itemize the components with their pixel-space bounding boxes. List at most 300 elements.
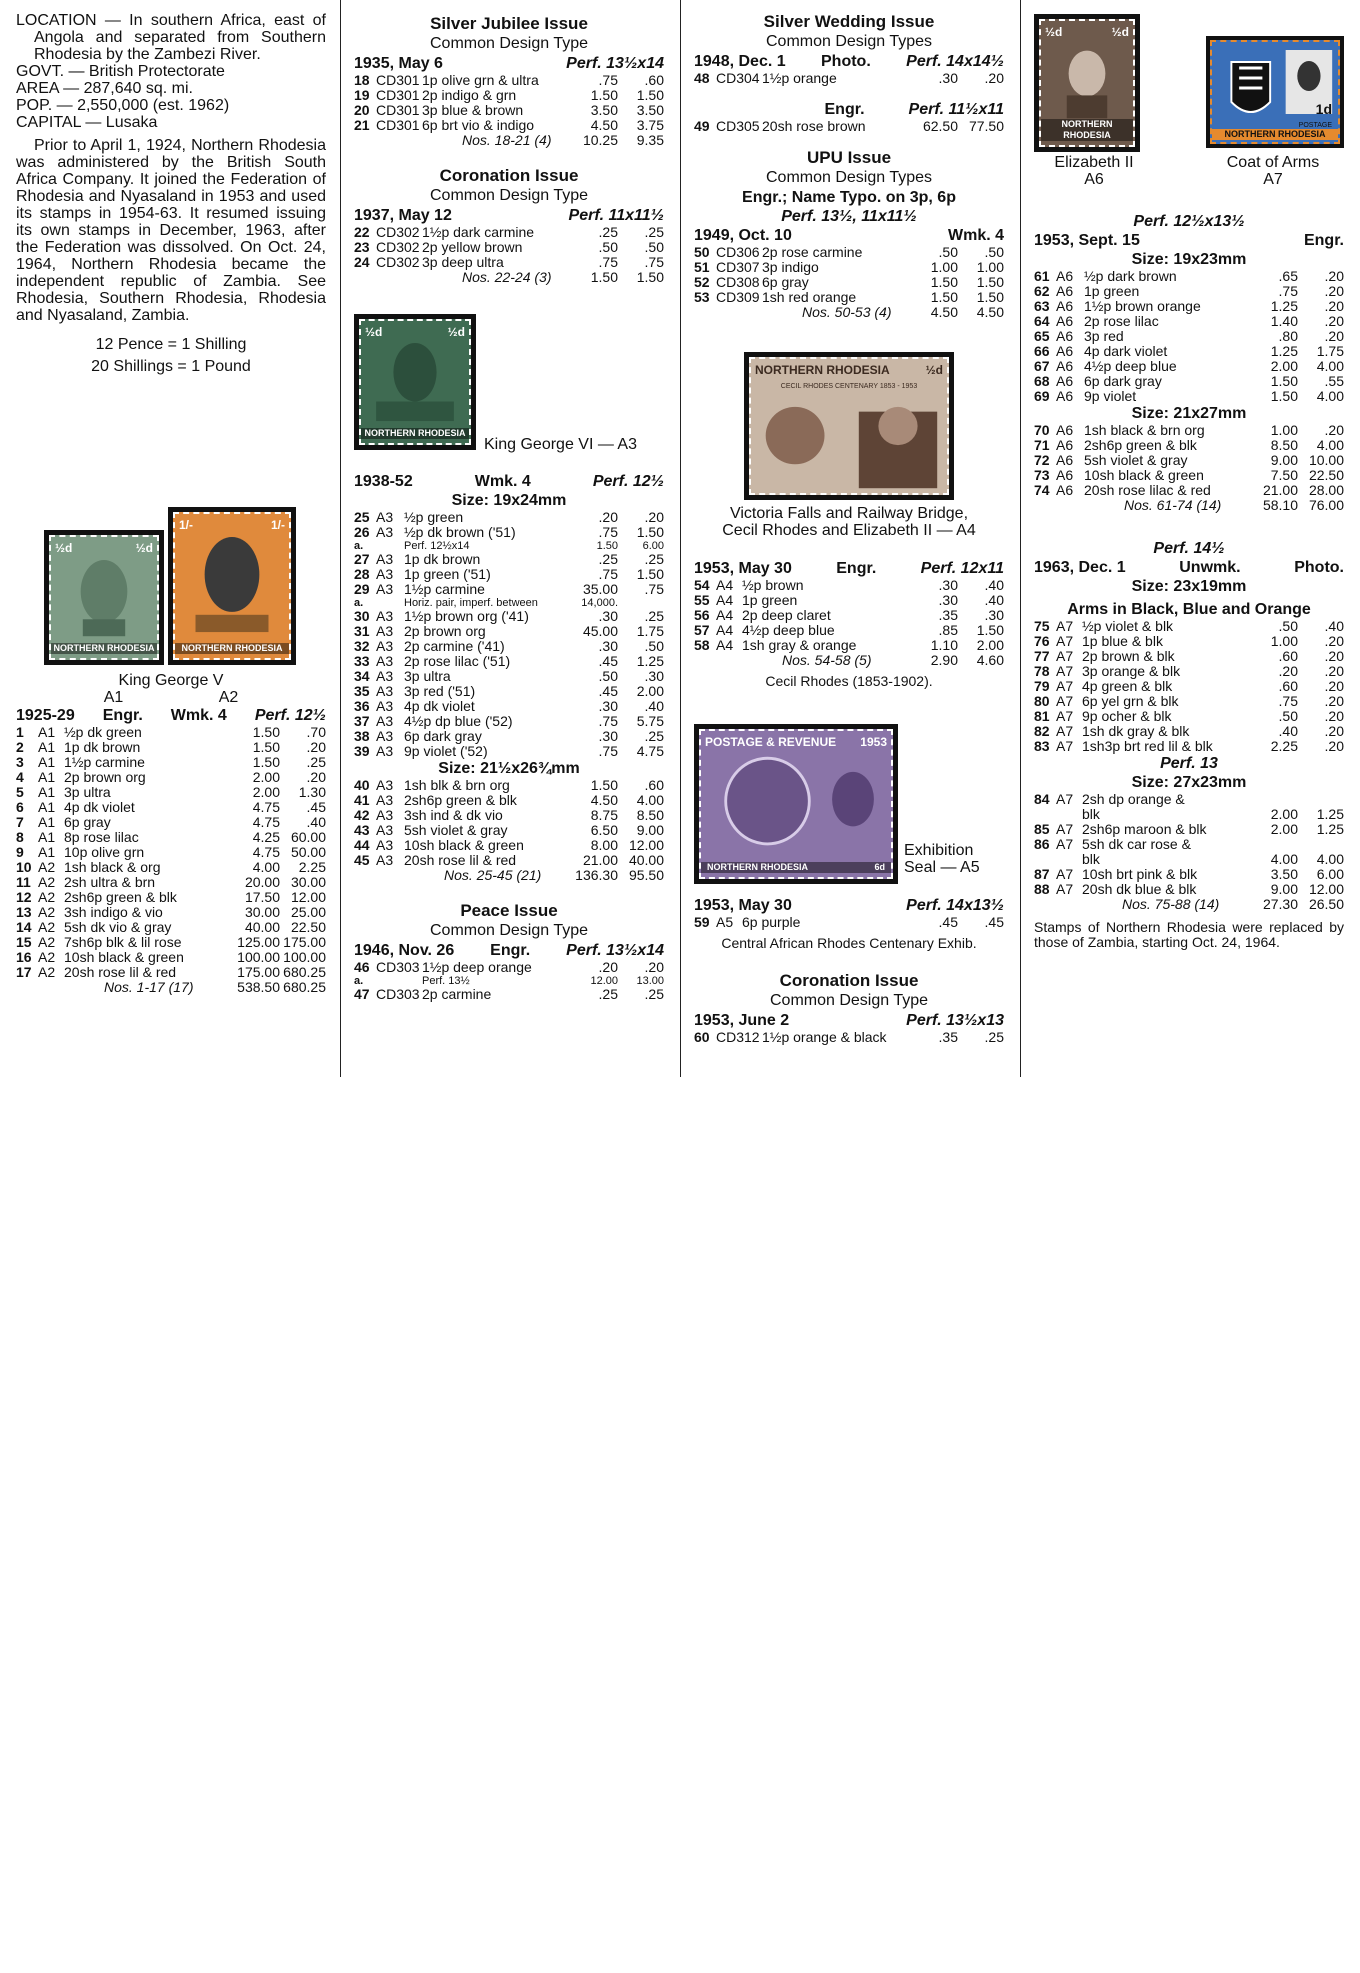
- used-value: 25.00: [290, 904, 326, 920]
- used-value: .30: [984, 607, 1004, 623]
- table-row: [16, 830, 326, 845]
- design-type: A6: [1056, 298, 1074, 314]
- mint-value: .75: [1278, 693, 1298, 709]
- mint-value: .75: [598, 254, 618, 270]
- stamp-description: 6p purple: [742, 914, 801, 930]
- design-type: [1056, 852, 1082, 867]
- design-type: A6: [1056, 268, 1074, 284]
- issue-subtitle: Common Design Type: [430, 187, 588, 204]
- table-row: [1034, 724, 1344, 739]
- catalog-number: 49: [694, 118, 710, 134]
- mint-value: .35: [938, 1029, 958, 1045]
- catalog-number: 54: [694, 577, 710, 593]
- stamp-description: 10sh black & green: [64, 949, 184, 965]
- mint-value: 1.50: [1270, 373, 1298, 389]
- column-2-lower: [354, 472, 664, 1549]
- size-heading: Size: 19x23mm: [1131, 251, 1247, 268]
- used-value: .20: [1324, 708, 1344, 724]
- stamp-description: blk: [1082, 851, 1100, 867]
- used-value: 2.00: [976, 637, 1004, 653]
- design-type: A1: [38, 784, 56, 800]
- used-value: .20: [1324, 328, 1344, 344]
- design-type: A1: [38, 814, 56, 830]
- design-type: A6: [1056, 373, 1074, 389]
- stamp-table: [694, 578, 1004, 668]
- issue-method: Engr.: [1303, 232, 1344, 249]
- design-type: A5: [716, 914, 734, 930]
- issue-date: 1946, Nov. 26: [354, 942, 455, 959]
- stamp-image-a2: [168, 507, 296, 665]
- mint-value: .30: [938, 592, 958, 608]
- design-type: A7: [1056, 738, 1074, 754]
- size-heading: Size: 19x24mm: [451, 492, 567, 509]
- used-value: .20: [1324, 633, 1344, 649]
- used-value: .40: [1324, 618, 1344, 634]
- spacer: [354, 133, 422, 148]
- catalog-number: 1: [16, 724, 24, 740]
- catalog-number: 29: [354, 581, 370, 597]
- stamp-description: 20sh dk blue & blk: [1082, 881, 1197, 897]
- table-row: [354, 567, 664, 582]
- stamp-description: 6p gray: [64, 814, 111, 830]
- issue-perf: Perf. 14x14½: [906, 53, 1004, 70]
- mint-value: .30: [598, 728, 618, 744]
- catalog-number: 44: [354, 837, 370, 853]
- stamp-subtitle: CECIL RHODES CENTENARY 1853 - 1953: [780, 383, 918, 390]
- used-value: 4.00: [1316, 388, 1344, 404]
- issue-header: [694, 226, 1004, 245]
- design-type: A7: [1056, 663, 1074, 679]
- stamp-description: 5sh dk vio & gray: [64, 919, 172, 935]
- stamp-description: 1sh dk gray & blk: [1082, 723, 1190, 739]
- issue-perf-line: Perf. 13½, 11x11½: [781, 208, 917, 225]
- mint-value: .45: [598, 653, 618, 669]
- issue-method: Engr.: [102, 707, 143, 724]
- catalog-number: 83: [1034, 738, 1050, 754]
- catalog-number: 78: [1034, 663, 1050, 679]
- table-row: [1034, 822, 1344, 837]
- design-type: A3: [376, 713, 394, 729]
- design-type: A4: [716, 622, 734, 638]
- catalog-number: 30: [354, 608, 370, 624]
- stamp-description: 20sh rose brown: [762, 118, 866, 134]
- catalog-number: 68: [1034, 373, 1050, 389]
- design-type: A3: [376, 807, 394, 823]
- stamp-description: 1p olive grn & ultra: [422, 72, 539, 88]
- design-type: A3: [376, 551, 394, 567]
- catalog-number: 84: [1034, 791, 1050, 807]
- issue-method: Photo.: [821, 53, 871, 70]
- used-value: 1.25: [636, 653, 664, 669]
- used-value: 1.50: [636, 566, 664, 582]
- mint-value: .75: [598, 566, 618, 582]
- column-1-lower: [16, 672, 326, 1749]
- stamp-denomination: ½d: [55, 541, 73, 555]
- used-value: .20: [644, 959, 664, 975]
- used-value: 100.00: [283, 949, 326, 965]
- stamp-description: 10p olive grn: [64, 844, 145, 860]
- used-value: 30.00: [290, 874, 326, 890]
- design-type: CD306: [716, 244, 760, 260]
- catalog-number: 85: [1034, 821, 1050, 837]
- table-row: [354, 582, 664, 597]
- mint-value: 21.00: [1262, 482, 1298, 498]
- total-label: Nos. 25-45 (21): [444, 867, 542, 883]
- design-type: A2: [38, 949, 56, 965]
- used-value: 28.00: [1308, 482, 1344, 498]
- used-value: 40.00: [628, 852, 664, 868]
- mint-value: .25: [598, 986, 618, 1002]
- stamp-description: 4p green & blk: [1082, 678, 1173, 694]
- stamp-description: 1½p deep orange: [422, 959, 532, 975]
- stamp-table: [1034, 792, 1344, 912]
- design-type: A6: [1056, 358, 1074, 374]
- catalog-number: 56: [694, 607, 710, 623]
- design-type: A3: [376, 792, 394, 808]
- mint-value: .75: [598, 713, 618, 729]
- design-type: A6: [1056, 313, 1074, 329]
- stamp-description: 3sh ind & dk vio: [404, 807, 503, 823]
- stamp-face: [699, 729, 893, 879]
- table-row: [16, 770, 326, 785]
- mint-value: .60: [1278, 648, 1298, 664]
- catalog-number: 9: [16, 844, 24, 860]
- mint-value: 1.25: [1270, 343, 1298, 359]
- catalog-number: 75: [1034, 618, 1050, 634]
- mint-value: 9.00: [1270, 881, 1298, 897]
- total-used: 1.50: [636, 269, 664, 285]
- table-row: [16, 845, 326, 860]
- table-row: [1034, 314, 1344, 329]
- table-row: [694, 593, 1004, 608]
- spacer: [1034, 897, 1082, 912]
- stamp-description: 1½p brown org ('41): [404, 608, 529, 624]
- used-value: 4.00: [1316, 358, 1344, 374]
- stamp-table: [354, 73, 664, 148]
- stamp-description: 6p brt vio & indigo: [422, 117, 535, 133]
- caption-a1: A1: [103, 689, 124, 706]
- table-row: [354, 823, 664, 838]
- catalog-number: 87: [1034, 866, 1050, 882]
- stamp-description: 9p ocher & blk: [1082, 708, 1172, 724]
- used-value: [1298, 837, 1344, 852]
- issue-perf: Perf. 13½x14: [566, 942, 664, 959]
- issue-title: Peace Issue: [460, 901, 558, 920]
- used-value: 1.75: [636, 623, 664, 639]
- table-row: [354, 778, 664, 793]
- design-type: CD304: [716, 70, 760, 86]
- stamp-description: 2p rose lilac ('51): [404, 653, 511, 669]
- stamp-description: 7sh6p blk & lil rose: [64, 934, 182, 950]
- issue-date: 1949, Oct. 10: [694, 227, 792, 244]
- issue-perf: Perf. 12½: [254, 707, 326, 724]
- total-mint: 136.30: [575, 867, 618, 883]
- location-text: LOCATION — In southern Africa, east of Angola and separated from Southern Rhodesia by the Zambezi River.: [16, 12, 326, 63]
- issue-subtitle: Common Design Type: [770, 992, 928, 1009]
- table-row: [694, 275, 1004, 290]
- table-row: [1034, 619, 1344, 634]
- catalog-number: 39: [354, 743, 370, 759]
- table-row: [354, 960, 664, 975]
- used-value: .20: [1324, 723, 1344, 739]
- mint-value: 3.50: [590, 102, 618, 118]
- total-row: [1034, 498, 1344, 513]
- stamp-description: 2p yellow brown: [422, 239, 523, 255]
- mint-value: .50: [598, 239, 618, 255]
- used-value: .20: [1324, 693, 1344, 709]
- mint-value: 2.25: [1270, 738, 1298, 754]
- mint-value: 2.00: [252, 784, 280, 800]
- catalog-number: 58: [694, 637, 710, 653]
- table-row: [354, 714, 664, 729]
- mint-value: .50: [598, 668, 618, 684]
- table-row: [354, 987, 664, 1002]
- stamp-description: 4½p dp blue ('52): [404, 713, 513, 729]
- used-value: 12.00: [290, 889, 326, 905]
- catalog-number: [1034, 807, 1056, 822]
- stamp-description: 3p red ('51): [404, 683, 476, 699]
- stamp-description: 10sh brt pink & blk: [1082, 866, 1198, 882]
- table-row: [354, 88, 664, 103]
- used-value: 77.50: [968, 118, 1004, 134]
- catalog-number: 42: [354, 807, 370, 823]
- used-value: 1.50: [636, 87, 664, 103]
- catalog-number: 20: [354, 102, 370, 118]
- design-type: A6: [1056, 467, 1074, 483]
- mint-value: 1.40: [1270, 313, 1298, 329]
- catalog-number: 65: [1034, 328, 1050, 344]
- stamp-denomination: 6d: [874, 862, 885, 872]
- mint-value: 1.50: [590, 87, 618, 103]
- stamp-description: 2p brown & blk: [1082, 648, 1175, 664]
- used-value: .25: [644, 551, 664, 567]
- stamp-description: 1sh gray & orange: [742, 637, 857, 653]
- stamp-description: 9p violet ('52): [404, 743, 488, 759]
- stamp-description: blk: [1082, 806, 1100, 822]
- caption-line: A7: [1263, 171, 1283, 188]
- design-type: CD301: [376, 117, 420, 133]
- design-type: CD308: [716, 274, 760, 290]
- stamp-description: ½p green: [404, 509, 464, 525]
- issue-perf: Perf. 12½x13½: [1133, 213, 1245, 230]
- mint-value: 4.00: [1270, 851, 1298, 867]
- stamp-label: NORTHERN RHODESIA: [707, 862, 809, 872]
- table-row: [1034, 739, 1344, 754]
- caption-line: Coat of Arms: [1226, 154, 1320, 171]
- mint-value: 175.00: [237, 964, 280, 980]
- catalog-number: 67: [1034, 358, 1050, 374]
- mint-value: .50: [938, 244, 958, 260]
- stamp-denomination: ½d: [365, 325, 383, 339]
- stamp-image-a3: [354, 314, 476, 450]
- currency-line: 20 Shillings = 1 Pound: [91, 358, 251, 375]
- stamp-denomination: ½d: [135, 541, 153, 555]
- column-rule: [340, 0, 341, 1077]
- mint-value: .85: [938, 622, 958, 638]
- stamp-label: NORTHERN RHODESIA: [755, 363, 890, 377]
- stamp-table: [694, 119, 1004, 134]
- mint-value: 1.50: [930, 274, 958, 290]
- design-type: A1: [38, 769, 56, 785]
- stamp-table: [354, 960, 664, 1002]
- caption-line: A6: [1084, 171, 1104, 188]
- table-row: [1034, 792, 1344, 807]
- mint-value: 4.00: [252, 859, 280, 875]
- table-row: [1034, 269, 1344, 284]
- mint-value: .50: [1278, 618, 1298, 634]
- design-type: A4: [716, 577, 734, 593]
- design-type: A1: [38, 844, 56, 860]
- stamp-denomination: ½d: [1045, 25, 1063, 39]
- stamp-description: 3p ultra: [404, 668, 451, 684]
- stamp-denomination: 1d: [1315, 101, 1332, 117]
- issue-subtitle: Common Design Types: [766, 169, 932, 186]
- table-row: [16, 725, 326, 740]
- design-type: A7: [1056, 648, 1074, 664]
- table-row: [694, 71, 1004, 86]
- design-type: A4: [716, 607, 734, 623]
- mint-value: .35: [938, 607, 958, 623]
- issue-header: [694, 559, 1004, 578]
- design-type: A6: [1056, 328, 1074, 344]
- catalog-number: 7: [16, 814, 24, 830]
- stamp-description: 2sh ultra & brn: [64, 874, 156, 890]
- mint-value: 1.25: [1270, 298, 1298, 314]
- issue-date: 1953, May 30: [694, 560, 792, 577]
- mint-value: .75: [598, 72, 618, 88]
- design-type: CD305: [716, 118, 760, 134]
- issue-header: [1034, 231, 1344, 250]
- mint-value: 2.00: [252, 769, 280, 785]
- stamp-table: [694, 915, 1004, 930]
- design-type: [1056, 807, 1082, 822]
- stamp-description: 3p red: [1084, 328, 1124, 344]
- caption-king-george-v: King George V: [118, 672, 224, 689]
- stamp-description: 1½p dark carmine: [422, 224, 535, 240]
- table-row: [1034, 649, 1344, 664]
- stamp-description: 4p dk violet: [64, 799, 135, 815]
- mint-value: 4.75: [252, 844, 280, 860]
- catalog-number: 18: [354, 72, 370, 88]
- used-value: 4.00: [1316, 437, 1344, 453]
- used-value: .20: [1324, 738, 1344, 754]
- caption-a7: [1200, 154, 1346, 188]
- table-row: [16, 815, 326, 830]
- stamp-description: 1p dk brown: [404, 551, 481, 567]
- table-row: [1034, 359, 1344, 374]
- table-row: [694, 245, 1004, 260]
- king-portrait-icon: [175, 514, 289, 658]
- design-type: A3: [376, 623, 394, 639]
- mint-value: .25: [598, 551, 618, 567]
- total-label: Nos. 18-21 (4): [462, 132, 552, 148]
- stamp-description: ½p dark brown: [1084, 268, 1177, 284]
- design-type: CD302: [376, 239, 420, 255]
- mint-value: 6.50: [590, 822, 618, 838]
- catalog-number: 2: [16, 739, 24, 755]
- total-row: [354, 133, 664, 148]
- spacer: [16, 980, 64, 995]
- issue-method: Engr.: [824, 101, 865, 118]
- catalog-number: 35: [354, 683, 370, 699]
- design-type: A6: [1056, 388, 1074, 404]
- catalog-number: 66: [1034, 343, 1050, 359]
- catalog-number: 55: [694, 592, 710, 608]
- used-value: 2.00: [636, 683, 664, 699]
- mint-value: .45: [598, 683, 618, 699]
- used-value: 4.75: [636, 743, 664, 759]
- stamp-denomination: ½d: [1111, 25, 1129, 39]
- table-row: [1034, 329, 1344, 344]
- total-label: Nos. 75-88 (14): [1122, 896, 1220, 912]
- table-row: [1034, 423, 1344, 438]
- issue-method-line: Engr.; Name Typo. on 3p, 6p: [742, 189, 956, 206]
- used-value: .20: [1324, 422, 1344, 438]
- stamp-denomination: ½d: [925, 363, 943, 377]
- mint-value: 2.00: [1270, 358, 1298, 374]
- catalog-number: 62: [1034, 283, 1050, 299]
- stamp-description: 1½p brown orange: [1084, 298, 1201, 314]
- design-type: A1: [38, 739, 56, 755]
- used-value: 5.75: [636, 713, 664, 729]
- stamp-description: 2p indigo & grn: [422, 87, 517, 103]
- mint-value: 1.50: [252, 754, 280, 770]
- design-type: A3: [376, 777, 394, 793]
- table-row: [694, 290, 1004, 305]
- mint-value: 8.75: [590, 807, 618, 823]
- mint-value: 35.00: [582, 581, 618, 597]
- caption-king-george-vi: King George VI — A3: [484, 436, 637, 453]
- catalog-number: 31: [354, 623, 370, 639]
- stamp-description: 5sh dk car rose &: [1082, 836, 1191, 852]
- catalog-number: 25: [354, 509, 370, 525]
- design-type: A3: [376, 524, 394, 540]
- used-value: .20: [644, 509, 664, 525]
- table-row: [354, 552, 664, 567]
- design-type: A7: [1056, 791, 1074, 807]
- used-value: .20: [1324, 283, 1344, 299]
- stamp-description: 5sh violet & gray: [404, 822, 508, 838]
- table-row: [354, 669, 664, 684]
- used-value: 2.25: [298, 859, 326, 875]
- issue-header: [694, 1011, 1004, 1030]
- size-heading: Size: 23x19mm: [1131, 578, 1247, 595]
- mint-value: .30: [938, 70, 958, 86]
- used-value: .40: [644, 698, 664, 714]
- table-row: [16, 905, 326, 920]
- stamp-description: 2sh6p maroon & blk: [1082, 821, 1207, 837]
- table-row: [16, 800, 326, 815]
- total-label: Nos. 1-17 (17): [104, 979, 194, 995]
- design-type: A6: [1056, 437, 1074, 453]
- table-row: [16, 875, 326, 890]
- used-value: .60: [644, 72, 664, 88]
- stamp-face: [359, 319, 471, 445]
- used-value: .45: [306, 799, 326, 815]
- catalog-number: 32: [354, 638, 370, 654]
- design-type: A3: [376, 566, 394, 582]
- used-value: .75: [644, 581, 664, 597]
- catalog-number: 26: [354, 524, 370, 540]
- stamp-description: 2sh6p green & blk: [1084, 437, 1197, 453]
- mint-value: .25: [598, 224, 618, 240]
- mint-value: 4.75: [252, 799, 280, 815]
- total-row: [1034, 897, 1344, 912]
- design-type: A3: [376, 581, 394, 597]
- stamp-label: NORTHERN RHODESIA: [361, 428, 469, 439]
- mint-value: .20: [598, 509, 618, 525]
- used-value: .20: [1324, 678, 1344, 694]
